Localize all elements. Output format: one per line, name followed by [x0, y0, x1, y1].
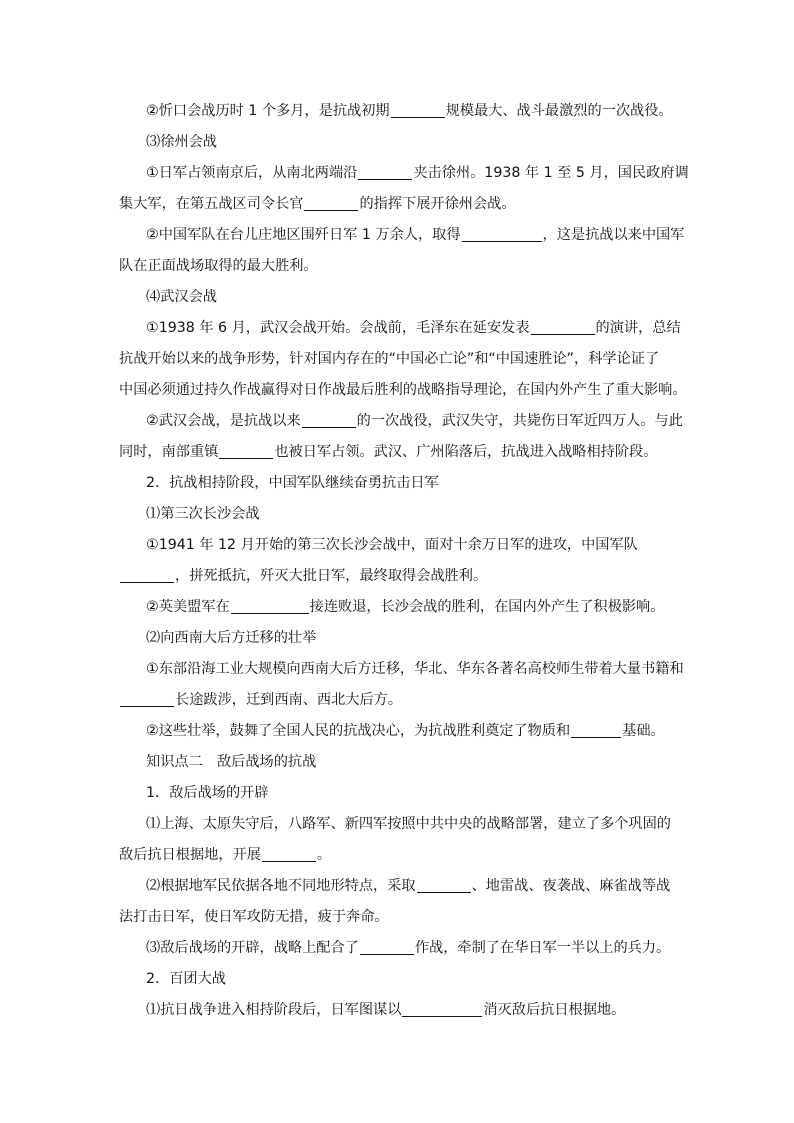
document-page — [119, 96, 689, 1026]
text-segment: 的演讲，总结 — [595, 320, 681, 336]
text-segment: ①1938 年 6 月，武汉会战开始。会战前，毛泽东在延安发表 — [146, 320, 530, 336]
fill-blank — [358, 163, 412, 180]
text-line: 队在正面战场取得的最大胜利。 — [119, 258, 318, 274]
text-segment: ②忻口会战历时 1 个多月，是抗战初期 — [146, 103, 390, 119]
fill-blank — [417, 876, 471, 893]
text-segment: ，这是抗战以来中国军 — [542, 227, 685, 243]
text-segment: ⑴抗日战争进入相持阶段后，日军图谋以 — [146, 1002, 402, 1018]
section-heading: 2．百团大战 — [146, 971, 226, 987]
fill-blank — [571, 721, 621, 738]
fill-blank — [531, 318, 595, 335]
fill-blank — [391, 101, 445, 118]
text-segment: ②英美盟军在 — [146, 599, 230, 615]
text-segment: 作战，牵制了在华日军一半以上的兵力。 — [414, 940, 671, 956]
section-heading: 知识点二 敌后战场的抗战 — [146, 754, 317, 770]
fill-blank — [219, 442, 273, 459]
section-heading: ⑷武汉会战 — [146, 289, 217, 305]
text-line: ①东部沿海工业大规模向西南大后方迁移，华北、华东各著名高校师生带着大量书籍和 — [146, 661, 684, 677]
text-line — [119, 220, 685, 251]
section-heading: ⑵向西南大后方迁移的壮举 — [146, 630, 317, 646]
text-segment: 同时，南部重镇 — [119, 444, 219, 460]
text-segment: 的一次战役，武汉失守，共毙伤日军近四万人。与此 — [356, 413, 683, 429]
text-segment: 敌后抗日根据地，开展 — [119, 847, 261, 863]
fill-blank — [231, 597, 309, 614]
text-segment: ⑵根据地军民依据各地不同地形特点，采取 — [146, 878, 416, 894]
text-line — [119, 561, 676, 592]
text-line — [119, 933, 676, 964]
text-line: ①1941 年 12 月开始的第三次长沙会战中，面对十余万日军的进攻，中国军队 — [146, 537, 638, 553]
fill-blank — [120, 566, 174, 583]
text-segment: 消灭敌后抗日根据地。 — [483, 1002, 626, 1018]
section-heading: ⑶徐州会战 — [146, 134, 217, 150]
text-line — [119, 96, 676, 127]
text-line — [119, 995, 676, 1026]
section-heading: ⑴第三次长沙会战 — [146, 506, 260, 522]
text-segment: 夹击徐州。1938 年 1 至 5 月，国民政府调 — [413, 165, 689, 181]
fill-blank — [120, 690, 174, 707]
text-segment: 。 — [316, 847, 332, 863]
text-segment: 规模最大、战斗最激烈的一次战役。 — [445, 103, 673, 119]
fill-blank — [262, 845, 316, 862]
text-line — [119, 158, 689, 189]
text-segment: 集大军，在第五战区司令长官 — [119, 196, 304, 212]
text-segment: ②这些壮举，鼓舞了全国人民的抗战决心，为抗战胜利奠定了物质和 — [146, 723, 571, 739]
text-segment: 接连败退，长沙会战的胜利，在国内外产生了积极影响。 — [309, 599, 665, 615]
text-segment: ②中国军队在台儿庄地区围歼日军 1 万余人，取得 — [146, 227, 461, 243]
text-line: 法打击日军，使日军攻防无措，疲于奔命。 — [119, 909, 389, 925]
text-segment: 基础。 — [622, 723, 665, 739]
text-line — [119, 406, 683, 437]
fill-blank — [402, 1000, 482, 1017]
text-segment: 的指挥下展开徐州会战。 — [359, 196, 516, 212]
text-line — [119, 592, 676, 623]
fill-blank — [360, 938, 414, 955]
section-heading: 1．敌后战场的开辟 — [146, 785, 269, 801]
text-line — [119, 716, 676, 747]
text-line: 中国必须通过持久作战赢得对日作战最后胜利的战略指导理论，在国内外产生了重大影响。 — [119, 382, 687, 398]
text-line — [119, 437, 676, 468]
section-heading: 2．抗战相持阶段，中国军队继续奋勇抗击日军 — [146, 475, 439, 491]
text-line — [119, 685, 676, 716]
text-segment: ②武汉会战，是抗战以来 — [146, 413, 301, 429]
fill-blank — [462, 225, 542, 242]
text-line — [119, 871, 676, 902]
text-segment: ，拼死抵抗，歼灭大批日军，最终取得会战胜利。 — [175, 568, 488, 584]
fill-blank — [304, 194, 358, 211]
text-segment: ⑶敌后战场的开辟，战略上配合了 — [146, 940, 359, 956]
text-segment: 、地雷战、夜袭战、麻雀战等战 — [471, 878, 671, 894]
text-segment: 长途跋涉，迁到西南、西北大后方。 — [175, 692, 403, 708]
text-line — [119, 840, 676, 871]
text-segment: ①日军占领南京后，从南北两端沿 — [146, 165, 358, 181]
text-line — [119, 189, 676, 220]
text-segment: 也被日军占领。武汉、广州陷落后，抗战进入战略相持阶段。 — [274, 444, 658, 460]
text-line — [119, 313, 681, 344]
fill-blank — [302, 411, 356, 428]
text-line: ⑴上海、太原失守后，八路军、新四军按照中共中央的战略部署，建立了多个巩固的 — [146, 816, 671, 832]
text-line: 抗战开始以来的战争形势，针对国内存在的“中国必亡论”和“中国速胜论”，科学论证了 — [119, 351, 660, 367]
